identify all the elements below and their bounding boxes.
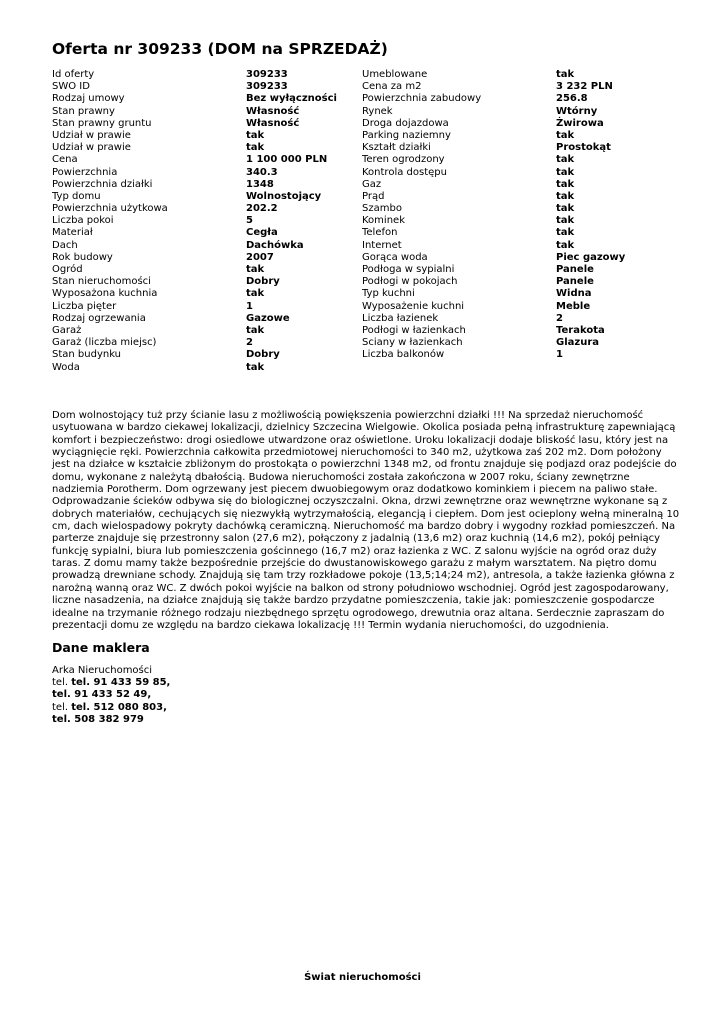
detail-value: Żwirowa [556,117,604,129]
detail-label: Droga dojazdowa [362,117,449,129]
detail-row [52,118,362,130]
detail-value: tak [556,215,575,227]
detail-value: Widna [556,288,592,300]
detail-value: Dobry [246,349,280,361]
detail-row [362,252,672,264]
detail-label: Rodzaj ogrzewania [52,312,146,324]
detail-value: tak [246,361,265,373]
tel-prefix: tel. [52,677,69,689]
detail-label: Stan budynku [52,349,122,361]
detail-value: Meble [556,300,591,312]
detail-row [52,349,362,361]
detail-label: SWO ID [52,81,90,93]
detail-value: Dachówka [246,239,304,251]
detail-row [362,179,672,191]
detail-value: tak [246,264,265,275]
detail-row [362,203,672,215]
broker-phone-1: tel. 91 433 59 85, [71,677,171,689]
detail-label: Woda [52,361,80,373]
detail-label: Rodzaj umowy [52,93,125,105]
detail-label: Liczba balkonów [362,349,445,361]
detail-value: Wtórny [556,105,598,117]
detail-value: 309233 [246,69,288,80]
detail-row [362,313,672,325]
detail-value: 202.2 [246,203,278,215]
detail-value: tak [246,324,265,336]
detail-value: 1 [246,300,253,312]
detail-row [362,325,672,337]
detail-label: Wyposażona kuchnia [52,288,158,300]
detail-value: 2 [246,337,253,349]
tel-prefix: tel. [52,701,69,713]
broker-name: Arka Nieruchomości [52,665,153,676]
detail-row [362,337,672,349]
detail-row [362,264,672,276]
detail-row [52,337,362,349]
broker-heading: Dane maklera [52,640,150,655]
detail-label: Rok budowy [52,251,113,263]
detail-row [362,349,672,361]
detail-value: Panele [556,264,594,275]
detail-row [52,276,362,288]
detail-value: 2007 [246,251,274,263]
detail-value: Wolnostojący [246,190,322,202]
detail-value: tak [556,227,575,239]
detail-label: Udział w prawie [52,142,131,154]
detail-value: Własność [246,117,300,129]
detail-row [52,93,362,105]
detail-value: Bez wyłączności [246,93,337,105]
detail-row [52,362,362,374]
detail-label: Kominek [362,215,405,227]
detail-label: Typ kuchni [362,288,415,300]
detail-label: Rynek [362,105,393,117]
detail-value: tak [246,142,265,154]
detail-value: Cegła [246,227,278,239]
detail-value: Gazowe [246,312,290,324]
detail-value: Panele [556,276,594,288]
detail-value: Dobry [246,276,280,288]
detail-row [52,301,362,313]
detail-row [362,288,672,300]
broker-phone-line-4 [52,714,170,726]
detail-row [362,106,672,118]
detail-label: Powierzchnia użytkowa [52,203,168,215]
detail-row [52,227,362,239]
detail-label: Kształt działki [362,142,431,154]
detail-row [362,240,672,252]
detail-row [362,118,672,130]
detail-row [52,215,362,227]
detail-label: Udział w prawie [52,129,131,141]
detail-row [362,93,672,105]
detail-label: Telefon [362,227,398,239]
detail-value: tak [556,154,575,166]
detail-value: Własność [246,105,300,117]
detail-label: Kontrola dostępu [362,166,447,178]
detail-label: Liczba pokoi [52,215,114,227]
detail-row [52,325,362,337]
broker-phone-line-1 [52,677,170,689]
details-left-column [52,69,362,374]
detail-label: Cena za m2 [362,81,422,93]
detail-label: Podłoga w sypialni [362,264,455,275]
detail-label: Garaż (liczba miejsc) [52,337,157,349]
detail-value: tak [246,129,265,141]
detail-value: 309233 [246,81,288,93]
detail-value: 256.8 [556,93,588,105]
detail-label: Materiał [52,227,93,239]
detail-label: Id oferty [52,69,95,80]
detail-label: Garaż [52,324,82,336]
detail-row [362,154,672,166]
detail-label: Prąd [362,190,385,202]
detail-row [52,313,362,325]
detail-row [52,288,362,300]
broker-phone-2: tel. 91 433 52 49, [52,689,152,701]
detail-value: tak [556,203,575,215]
broker-phone-line-3 [52,702,170,714]
detail-row [362,167,672,179]
detail-value: 5 [246,215,253,227]
broker-phone-3: tel. 512 080 803, [71,701,167,713]
detail-value: tak [556,69,575,80]
detail-label: Cena [52,154,78,166]
detail-row [52,179,362,191]
detail-row [52,81,362,93]
detail-label: Szambo [362,203,402,215]
detail-label: Parking naziemny [362,129,451,141]
property-description: Dom wolnostojący tuż przy ścianie lasu z możliwością powiększenia powierzchni działki !!! Na sprzedaż nieruchomość usytuowana w bardzo ciekawej lokalizacji, dzielnicy Szczecina Wielgowie. Okolica posiada pełną infrastrukturę zapewniającą komfort i bezpieczeństwo: drogi osiedlowe utwardzone oraz oświetlone. Uroku lokalizacji dodaje bliskość lasu, który jest na wyciągnięcie ręki. Powierzchnia całkowita przedmiotowej nieruchomości to 340 m2, użytkowa zaś 202 m2. Dom położony jest na działce w kształcie zbliżonym do prostokąta o powierzchni 1348 m2, od frontu znajduje się podjazd oraz podejście do domu, wykonane z należytą dbałością. Budowa nieruchomości została zakończona w 2007 roku, ściany zewnętrzne nadziemia Porotherm. Dom ogrzewany jest piecem dwuobiegowym oraz dodatkowo kominkiem i piecem na paliwo stałe. Odprowadzanie ścieków odbywa się do biologicznej oczyszczalni. Okna, drzwi zewnętrzne oraz wewnętrzne wykonane są z dobrych materiałów, cechujących się niezwykłą wytrzymałością, elegancją i ciepłem. Dom jest ocieplony wełną mineralną 10 cm, dach wielospadowy pokryty dachówką ceramiczną. Nieruchomość ma bardzo dobry i wygodny rozkład pomieszczeń. Na parterze znajduje się przestronny salon (27,6 m2), połączony z jadalnią (13,6 m2) oraz kuchnią (14,6 m2), pokój pełniący funkcję sypialni, biura lub pomieszczenia gościnnego (16,7 m2) oraz łazienka z WC. Z salonu wyjście na ogród oraz duży taras. Z domu mamy także bezpośrednie przejście do dwustanowiskowego garażu z małym warsztatem. Na piętro domu prowadzą drewniane schody. Znajdują się tam trzy rozkładowe pokoje (13,5;14;24 m2), antresola, a także łazienka główna z narożną wanną oraz WC. Z dwóch pokoi wyjście na balkon od strony południowo wschodniej. Ogród jest zagospodarowany, liczne nasadzenia, na działce znajdują się także bardzo przydatne pomieszczenia, takie jak: pomieszczenie gospodarcze idealne na trzymanie różnego rodzaju niezbędnego sprzętu ogrodowego, drewutnia oraz altana. Serdecznie zapraszam do prezentacji domu ze względu na bardzo ciekawa lokalizację !!! Termin wydania nieruchomości, do uzgodnienia. [52,410,680,631]
detail-label: Wyposażenie kuchni [362,300,465,312]
detail-value: tak [556,190,575,202]
detail-value: tak [556,239,575,251]
detail-row [52,252,362,264]
detail-row [362,142,672,154]
detail-label: Podłogi w łazienkach [362,324,466,336]
detail-row [362,301,672,313]
detail-label: Powierzchnia działki [52,178,153,190]
detail-value: 1 [556,349,563,361]
detail-row [362,191,672,203]
detail-row [52,142,362,154]
detail-row [362,69,672,81]
detail-row [362,215,672,227]
detail-label: Stan prawny [52,105,115,117]
detail-row [52,264,362,276]
detail-label: Gorąca woda [362,251,428,263]
detail-value: 1348 [246,178,274,190]
detail-value: tak [556,129,575,141]
detail-row [52,130,362,142]
detail-label: Powierzchnia [52,166,118,178]
detail-row [52,69,362,81]
detail-value: Prostokąt [556,142,611,154]
broker-contact [52,665,170,726]
footer-brand: Świat nieruchomości [304,972,421,983]
detail-label: Sciany w łazienkach [362,337,463,349]
detail-value: Glazura [556,337,600,349]
detail-row [362,227,672,239]
detail-row [362,81,672,93]
detail-row [362,276,672,288]
detail-label: Gaz [362,178,382,190]
page-title: Oferta nr 309233 (DOM na SPRZEDAŻ) [52,40,388,58]
detail-row [52,203,362,215]
detail-value: 340.3 [246,166,278,178]
detail-value: 3 232 PLN [556,81,613,93]
detail-row [52,191,362,203]
detail-value: 1 100 000 PLN [246,154,328,166]
detail-label: Typ domu [52,190,101,202]
detail-row [52,154,362,166]
detail-row [52,240,362,252]
detail-label: Stan nieruchomości [52,276,151,288]
details-right-column [362,69,672,362]
detail-label: Liczba łazienek [362,312,439,324]
detail-value: tak [556,166,575,178]
detail-label: Teren ogrodzony [362,154,445,166]
detail-value: tak [246,288,265,300]
detail-label: Stan prawny gruntu [52,117,152,129]
detail-value: Terakota [556,324,605,336]
detail-row [52,167,362,179]
detail-label: Podłogi w pokojach [362,276,458,288]
detail-value: Piec gazowy [556,251,626,263]
detail-label: Umeblowane [362,69,428,80]
broker-phone-line-2 [52,689,170,701]
detail-row [362,130,672,142]
detail-row [52,106,362,118]
detail-value: 2 [556,312,563,324]
detail-label: Powierzchnia zabudowy [362,93,482,105]
broker-phone-4: tel. 508 382 979 [52,713,144,725]
detail-label: Dach [52,239,78,251]
detail-value: tak [556,178,575,190]
detail-label: Internet [362,239,402,251]
detail-label: Ogród [52,264,83,275]
detail-label: Liczba pięter [52,300,117,312]
